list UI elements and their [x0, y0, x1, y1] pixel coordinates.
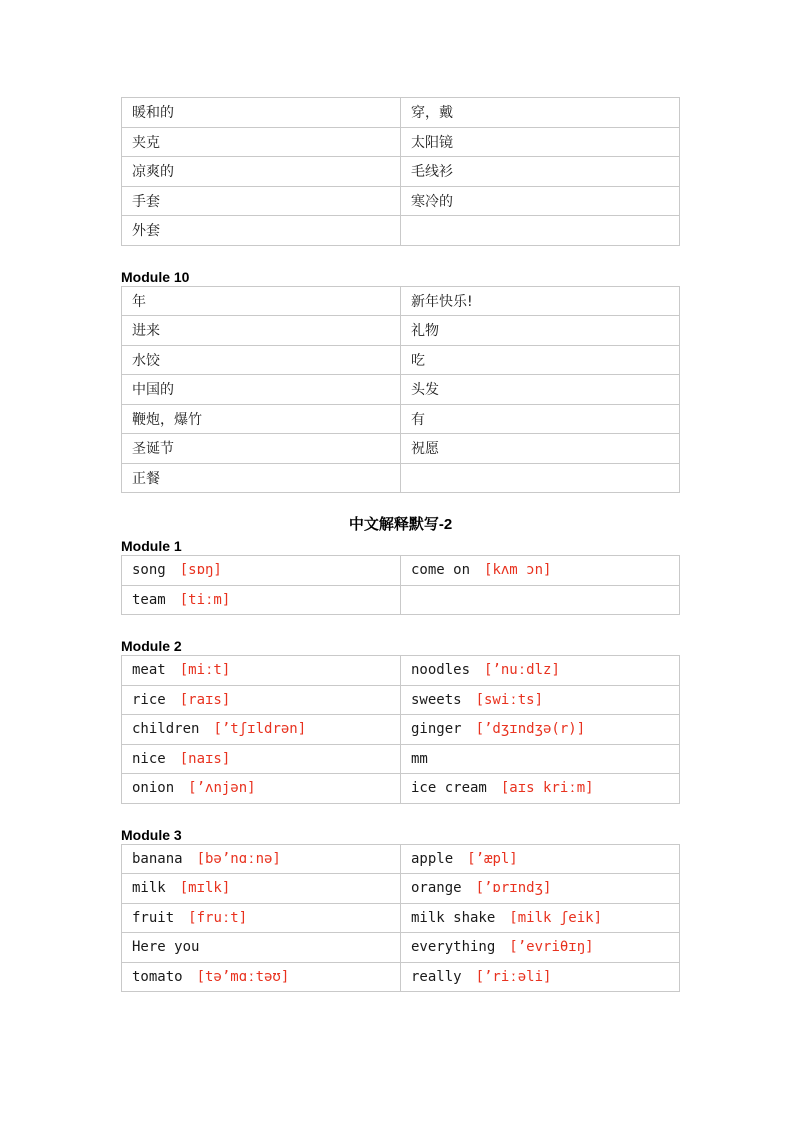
vocab-word: meat [132, 662, 166, 679]
module-heading: Module 2 [121, 638, 182, 654]
table-row [122, 345, 680, 375]
table-row [122, 556, 680, 586]
vocab-cell [122, 962, 401, 992]
table-row [122, 744, 680, 774]
vocab-word: everything [411, 939, 496, 956]
phonetic-transcription: [swiːts] [475, 691, 544, 708]
vocab-cell [122, 685, 401, 715]
vocab-cell: 进来 [122, 316, 401, 346]
vocab-cell: 正餐 [122, 463, 401, 493]
vocab-cell [401, 463, 680, 493]
table-row [122, 685, 680, 715]
vocab-cell [122, 874, 401, 904]
table-row [122, 656, 680, 686]
phonetic-transcription: [bə’nɑːnə] [196, 850, 281, 867]
vocab-cell: 凉爽的 [122, 157, 401, 187]
vocab-cell: 暖和的 [122, 98, 401, 128]
vocab-cell: 夹克 [122, 127, 401, 157]
vocab-cell [401, 556, 680, 586]
table-row [122, 903, 680, 933]
phonetic-transcription: [mɪlk] [179, 880, 231, 897]
table-row [122, 98, 680, 128]
table-row [122, 186, 680, 216]
vocab-cell: 头发 [401, 375, 680, 405]
vocab-table-top [121, 97, 680, 246]
vocab-cell [401, 774, 680, 804]
vocab-cell: 寒冷的 [401, 186, 680, 216]
vocab-table-module2 [121, 655, 680, 804]
document-page [121, 97, 680, 992]
vocab-word: Here you [132, 939, 200, 956]
table-row [122, 316, 680, 346]
vocab-cell [122, 933, 401, 963]
phonetic-transcription: [’dʒɪndʒə(r)] [475, 721, 586, 738]
vocab-cell: 圣诞节 [122, 434, 401, 464]
vocab-cell: 太阳镜 [401, 127, 680, 157]
vocab-word: onion [132, 780, 175, 797]
vocab-word: mm [411, 750, 428, 767]
phonetic-transcription: [’ɒrɪndʒ] [475, 880, 552, 897]
phonetic-transcription: [miːt] [179, 662, 231, 679]
module-heading: Module 10 [121, 268, 190, 285]
phonetic-transcription: [tə’mɑːtəʊ] [196, 968, 290, 985]
vocab-cell [401, 216, 680, 246]
phonetic-transcription: [’nuːdlz] [484, 662, 560, 679]
phonetic-transcription: [raɪs] [179, 691, 231, 708]
vocab-word: apple [411, 850, 454, 867]
vocab-cell [401, 685, 680, 715]
vocab-cell [122, 903, 401, 933]
table-row [122, 463, 680, 493]
vocab-cell: 有 [401, 404, 680, 434]
phonetic-transcription: [’riːəli] [475, 968, 552, 985]
phonetic-transcription: [tiːm] [179, 591, 231, 608]
vocab-word: tomato [132, 968, 183, 985]
vocab-cell: 穿，戴 [401, 98, 680, 128]
vocab-cell [401, 903, 680, 933]
vocab-word: nice [132, 750, 166, 767]
vocab-cell [401, 933, 680, 963]
table-row [122, 585, 680, 615]
phonetic-transcription: [’æpl] [467, 850, 518, 867]
vocab-table-module3 [121, 844, 680, 993]
vocab-cell: 新年快乐! [401, 286, 680, 316]
table-row [122, 962, 680, 992]
vocab-word: song [132, 562, 166, 579]
module-heading: Module 1 [121, 538, 182, 554]
vocab-word: come on [411, 562, 471, 579]
phonetic-transcription: [fruːt] [188, 909, 248, 926]
vocab-word: team [132, 591, 166, 608]
phonetic-transcription: [’evriθɪŋ] [509, 939, 594, 956]
section-title: 中文解释默写-2 [348, 516, 453, 533]
vocab-cell [401, 715, 680, 745]
vocab-cell [122, 774, 401, 804]
phonetic-transcription: [’tʃɪldrən] [213, 721, 307, 738]
table-row [122, 844, 680, 874]
vocab-word: milk shake [411, 909, 496, 926]
vocab-word: ice cream [411, 780, 487, 797]
vocab-word: sweets [411, 691, 462, 708]
phonetic-transcription: [kʌm ɔn] [484, 562, 552, 579]
table-row [122, 874, 680, 904]
vocab-cell [122, 556, 401, 586]
vocab-cell [401, 962, 680, 992]
module-heading: Module 3 [121, 826, 182, 843]
vocab-table-module10 [121, 286, 680, 494]
vocab-cell [122, 844, 401, 874]
vocab-cell: 手套 [122, 186, 401, 216]
vocab-cell [122, 656, 401, 686]
vocab-cell: 年 [122, 286, 401, 316]
vocab-cell: 鞭炮，爆竹 [122, 404, 401, 434]
vocab-word: noodles [411, 662, 471, 679]
table-row [122, 375, 680, 405]
phonetic-transcription: [aɪs kriːm] [500, 780, 594, 797]
vocab-cell [401, 656, 680, 686]
table-row [122, 933, 680, 963]
vocab-word: fruit [132, 909, 175, 926]
vocab-word: banana [132, 850, 183, 867]
vocab-cell: 祝愿 [401, 434, 680, 464]
vocab-cell [401, 874, 680, 904]
table-row [122, 774, 680, 804]
table-row [122, 404, 680, 434]
vocab-cell [401, 585, 680, 615]
vocab-cell [122, 715, 401, 745]
vocab-cell [122, 585, 401, 615]
phonetic-transcription: [naɪs] [179, 750, 231, 767]
vocab-cell: 吃 [401, 345, 680, 375]
table-row [122, 286, 680, 316]
table-row [122, 216, 680, 246]
vocab-cell [401, 844, 680, 874]
vocab-word: ginger [411, 721, 462, 738]
vocab-cell [401, 744, 680, 774]
vocab-table-module1 [121, 555, 680, 615]
table-row [122, 157, 680, 187]
vocab-word: milk [132, 880, 166, 897]
phonetic-transcription: [sɒŋ] [179, 562, 222, 579]
vocab-word: orange [411, 880, 462, 897]
vocab-word: children [132, 721, 200, 738]
phonetic-transcription: [’ʌnjən] [188, 780, 256, 797]
vocab-word: rice [132, 691, 166, 708]
vocab-cell: 水饺 [122, 345, 401, 375]
vocab-cell [122, 744, 401, 774]
table-row [122, 127, 680, 157]
vocab-word: really [411, 968, 462, 985]
table-row [122, 434, 680, 464]
vocab-cell: 外套 [122, 216, 401, 246]
phonetic-transcription: [milk ʃeik] [509, 909, 603, 926]
table-row [122, 715, 680, 745]
vocab-cell: 中国的 [122, 375, 401, 405]
vocab-cell: 毛线衫 [401, 157, 680, 187]
vocab-cell: 礼物 [401, 316, 680, 346]
